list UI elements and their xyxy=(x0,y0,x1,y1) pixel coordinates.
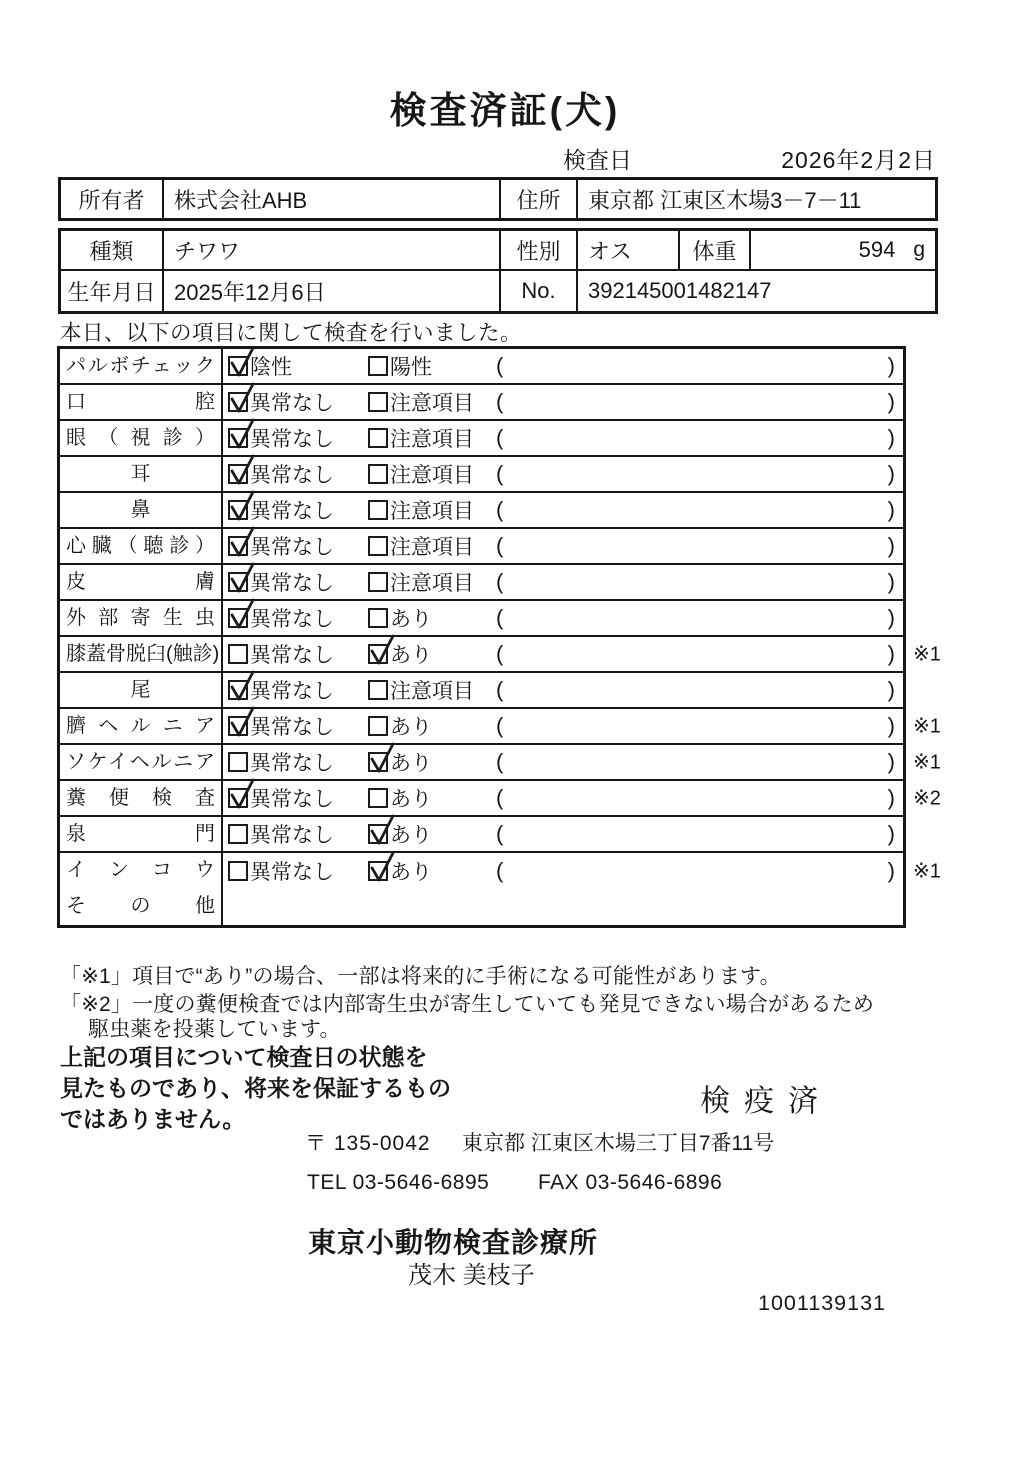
checkbox-icon xyxy=(368,356,388,376)
page-title: 検査済証(犬) xyxy=(389,90,621,131)
paren-open: ( xyxy=(496,533,504,558)
inspection-date-label: 検査日 xyxy=(563,147,632,173)
checkbox-icon xyxy=(368,536,388,556)
option-normal xyxy=(228,531,334,561)
paren-close: ) xyxy=(887,389,895,414)
owner-table xyxy=(58,177,938,221)
option-normal xyxy=(228,747,334,777)
item-label: 鼻 xyxy=(60,493,223,527)
paren-close: ) xyxy=(887,749,895,774)
checkbox-icon xyxy=(368,716,388,736)
paren-close: ) xyxy=(887,497,895,522)
checkbox-icon xyxy=(368,788,388,808)
option-flagged-label: あり xyxy=(390,788,432,811)
option-normal-label: 異常なし xyxy=(250,644,334,667)
option-normal-label: 異常なし xyxy=(250,500,334,523)
item-label-other: その他 xyxy=(60,889,223,925)
checkbox-icon xyxy=(368,824,388,844)
option-flagged xyxy=(368,531,474,561)
checkbox-icon xyxy=(228,356,248,376)
row-content xyxy=(223,637,941,671)
table-row xyxy=(60,529,903,565)
item-label: 泉門 xyxy=(60,817,223,851)
option-normal xyxy=(228,387,334,417)
checkbox-icon xyxy=(228,680,248,700)
item-label: ソケイヘルニア xyxy=(60,745,223,779)
row-content xyxy=(223,781,941,815)
sex-value: オス xyxy=(578,231,680,271)
option-flagged-label: あり xyxy=(390,608,432,631)
checkbox-icon xyxy=(368,608,388,628)
quarantine-stamp: 検疫済 xyxy=(700,1085,832,1118)
paren-close: ) xyxy=(887,821,895,846)
paren-open: ( xyxy=(496,749,504,774)
row-footnote-mark: ※1 xyxy=(913,860,941,883)
option-normal xyxy=(228,423,334,453)
clinic-address: 東京都 江東区木場三丁目7番11号 xyxy=(462,1132,775,1155)
option-flagged-label: 注意項目 xyxy=(390,680,474,703)
weight-label: 体重 xyxy=(680,231,751,271)
option-normal xyxy=(228,856,334,886)
checkbox-icon xyxy=(228,644,248,664)
paren-close: ) xyxy=(887,641,895,666)
option-normal xyxy=(228,819,334,849)
breed-value: チワワ xyxy=(164,231,501,271)
table-row xyxy=(60,637,941,673)
table-row xyxy=(60,601,903,637)
paren-close: ) xyxy=(887,785,895,810)
checkbox-icon xyxy=(368,572,388,592)
option-normal xyxy=(228,783,334,813)
option-normal-label: 異常なし xyxy=(250,464,334,487)
option-flagged xyxy=(368,495,474,525)
footnote-2-line2: 駆虫薬を投薬しています。 xyxy=(88,1018,341,1041)
disclaimer-text xyxy=(60,1042,451,1135)
option-flagged-label: 注意項目 xyxy=(390,392,474,415)
checkbox-icon xyxy=(228,716,248,736)
clinic-fax: FAX 03-5646-6896 xyxy=(538,1171,723,1194)
row-footnote-mark: ※1 xyxy=(913,643,941,666)
serial-number: 1001139131 xyxy=(758,1291,886,1315)
checkbox-icon xyxy=(368,680,388,700)
checkbox-icon xyxy=(228,428,248,448)
paren-open: ( xyxy=(496,713,504,738)
option-normal xyxy=(228,459,334,489)
paren-close: ) xyxy=(887,533,895,558)
option-normal-label: 異常なし xyxy=(250,788,334,811)
table-row xyxy=(60,673,903,709)
paren-open: ( xyxy=(496,353,504,378)
table-row-other xyxy=(60,889,903,925)
row-content xyxy=(223,385,903,419)
option-normal-label: 異常なし xyxy=(250,428,334,451)
checkbox-icon xyxy=(368,464,388,484)
table-row xyxy=(60,565,903,601)
owner-label: 所有者 xyxy=(61,180,164,218)
option-flagged xyxy=(368,711,432,741)
paren-open: ( xyxy=(496,858,504,883)
option-normal-label: 異常なし xyxy=(250,716,334,739)
option-normal-label: 陰性 xyxy=(250,356,292,379)
item-label: 心臓（聴診） xyxy=(60,529,223,563)
option-flagged xyxy=(368,387,474,417)
option-flagged xyxy=(368,351,432,381)
row-content xyxy=(223,457,903,491)
disclaimer-line2: 見たものであり、将来を保証するもの xyxy=(60,1075,451,1101)
table-row xyxy=(60,853,941,889)
row-footnote-mark: ※1 xyxy=(913,751,941,774)
checkbox-icon xyxy=(228,464,248,484)
checkbox-icon xyxy=(228,500,248,520)
paren-close: ) xyxy=(887,677,895,702)
paren-open: ( xyxy=(496,785,504,810)
checkbox-icon xyxy=(228,572,248,592)
checkbox-icon xyxy=(228,861,248,881)
item-label: 臍ヘルニア xyxy=(60,709,223,743)
checkbox-icon xyxy=(228,752,248,772)
address-label: 住所 xyxy=(501,180,578,218)
option-normal-label: 異常なし xyxy=(250,536,334,559)
option-flagged xyxy=(368,639,432,669)
checkbox-icon xyxy=(228,608,248,628)
checkbox-icon xyxy=(228,788,248,808)
sex-label: 性別 xyxy=(501,231,578,271)
item-label: 外部寄生虫 xyxy=(60,601,223,635)
paren-open: ( xyxy=(496,605,504,630)
intro-text: 本日、以下の項目に関して検査を行いました。 xyxy=(60,321,523,345)
item-label: 糞便検査 xyxy=(60,781,223,815)
option-normal xyxy=(228,351,292,381)
row-footnote-mark: ※2 xyxy=(913,787,941,810)
option-normal xyxy=(228,711,334,741)
option-normal xyxy=(228,639,334,669)
paren-open: ( xyxy=(496,821,504,846)
table-row xyxy=(60,349,903,385)
paren-close: ) xyxy=(887,425,895,450)
paren-open: ( xyxy=(496,389,504,414)
option-flagged xyxy=(368,819,432,849)
table-row xyxy=(60,421,903,457)
checkbox-icon xyxy=(368,752,388,772)
row-content xyxy=(223,745,941,779)
table-row xyxy=(60,745,941,781)
option-flagged-label: 注意項目 xyxy=(390,572,474,595)
row-content xyxy=(223,421,903,455)
checkbox-icon xyxy=(368,392,388,412)
table-row xyxy=(60,457,903,493)
paren-open: ( xyxy=(496,425,504,450)
option-flagged-label: 注意項目 xyxy=(390,536,474,559)
option-normal-label: 異常なし xyxy=(250,680,334,703)
row-content xyxy=(223,853,941,889)
address-value: 東京都 江東区木場3－7－11 xyxy=(588,187,862,213)
inspection-rows xyxy=(60,349,941,889)
option-normal-label: 異常なし xyxy=(250,572,334,595)
clinic-name: 東京小動物検査診療所 xyxy=(308,1227,599,1258)
row-content xyxy=(223,817,903,851)
row-content xyxy=(223,529,903,563)
weight-unit: g xyxy=(913,238,925,261)
clinic-tel: TEL 03-5646-6895 xyxy=(307,1171,490,1194)
footnote-1: 「※1」項目で“あり”の場合、一部は将来的に手術になる可能性があります。 xyxy=(60,965,781,988)
checkbox-icon xyxy=(228,536,248,556)
paren-close: ) xyxy=(887,605,895,630)
option-flagged-label: 注意項目 xyxy=(390,428,474,451)
owner-value: 株式会社AHB xyxy=(164,180,501,218)
item-label: 口腔 xyxy=(60,385,223,419)
table-row xyxy=(60,781,941,817)
checkbox-icon xyxy=(228,824,248,844)
number-value: 392145001482147 xyxy=(588,278,772,303)
item-label: 尾 xyxy=(60,673,223,707)
option-flagged-label: 注意項目 xyxy=(390,500,474,523)
row-content xyxy=(223,709,941,743)
option-normal xyxy=(228,495,334,525)
option-flagged-label: あり xyxy=(390,824,432,847)
examiner-name: 茂木 美枝子 xyxy=(408,1262,535,1289)
table-row xyxy=(60,385,903,421)
option-flagged-label: あり xyxy=(390,716,432,739)
option-flagged-label: あり xyxy=(390,752,432,775)
row-content xyxy=(223,493,903,527)
paren-open: ( xyxy=(496,461,504,486)
table-row xyxy=(60,493,903,529)
item-label: 耳 xyxy=(60,457,223,491)
table-row xyxy=(60,709,941,745)
option-normal-label: 異常なし xyxy=(250,392,334,415)
option-flagged xyxy=(368,603,432,633)
weight-value xyxy=(751,231,935,271)
breed-label: 種類 xyxy=(61,231,164,271)
item-label: 皮膚 xyxy=(60,565,223,599)
option-flagged-label: 注意項目 xyxy=(390,464,474,487)
option-flagged-label: あり xyxy=(390,861,432,884)
option-flagged xyxy=(368,423,474,453)
row-content xyxy=(223,349,903,383)
birthdate-value: 2025年12月6日 xyxy=(164,271,501,311)
option-flagged xyxy=(368,675,474,705)
inspection-table xyxy=(57,346,941,928)
paren-open: ( xyxy=(496,569,504,594)
footnote-2-line1: 「※2」一度の糞便検査では内部寄生虫が寄生していても発見できない場合があるため xyxy=(60,993,875,1016)
option-flagged xyxy=(368,747,432,777)
checkbox-icon xyxy=(368,428,388,448)
option-flagged-label: 陽性 xyxy=(390,356,432,379)
option-normal xyxy=(228,675,334,705)
checkbox-icon xyxy=(368,644,388,664)
row-content xyxy=(223,565,903,599)
paren-close: ) xyxy=(887,713,895,738)
row-content xyxy=(223,601,903,635)
paren-open: ( xyxy=(496,497,504,522)
other-content xyxy=(223,889,903,925)
pet-table xyxy=(58,228,938,314)
paren-close: ) xyxy=(887,858,895,883)
option-flagged xyxy=(368,783,432,813)
checkbox-icon xyxy=(228,392,248,412)
paren-close: ) xyxy=(887,353,895,378)
table-row xyxy=(60,817,903,853)
paren-close: ) xyxy=(887,569,895,594)
paren-open: ( xyxy=(496,677,504,702)
paren-open: ( xyxy=(496,641,504,666)
item-label: 膝蓋骨脱臼(触診) xyxy=(60,637,223,671)
item-label: パルボチェック xyxy=(60,349,223,383)
checkbox-icon xyxy=(368,500,388,520)
birthdate-label: 生年月日 xyxy=(61,271,164,311)
option-normal-label: 異常なし xyxy=(250,824,334,847)
paren-close: ) xyxy=(887,461,895,486)
number-label: No. xyxy=(501,271,578,311)
option-flagged xyxy=(368,459,474,489)
option-normal xyxy=(228,603,334,633)
option-normal-label: 異常なし xyxy=(250,861,334,884)
option-flagged xyxy=(368,856,432,886)
row-footnote-mark: ※1 xyxy=(913,715,941,738)
option-normal-label: 異常なし xyxy=(250,752,334,775)
clinic-postal-code: 〒 135-0042 xyxy=(305,1132,431,1155)
checkbox-icon xyxy=(368,861,388,881)
row-content xyxy=(223,673,903,707)
option-flagged-label: あり xyxy=(390,644,432,667)
disclaimer-line1: 上記の項目について検査日の状態を xyxy=(60,1044,428,1070)
option-normal xyxy=(228,567,334,597)
weight-number: 594 xyxy=(858,237,896,262)
inspection-date-value: 2026年2月2日 xyxy=(781,147,936,173)
option-flagged xyxy=(368,567,474,597)
item-label: 眼（視診） xyxy=(60,421,223,455)
disclaimer-line3: ではありません。 xyxy=(60,1106,246,1132)
option-normal-label: 異常なし xyxy=(250,608,334,631)
item-label: インコウ xyxy=(60,853,223,889)
